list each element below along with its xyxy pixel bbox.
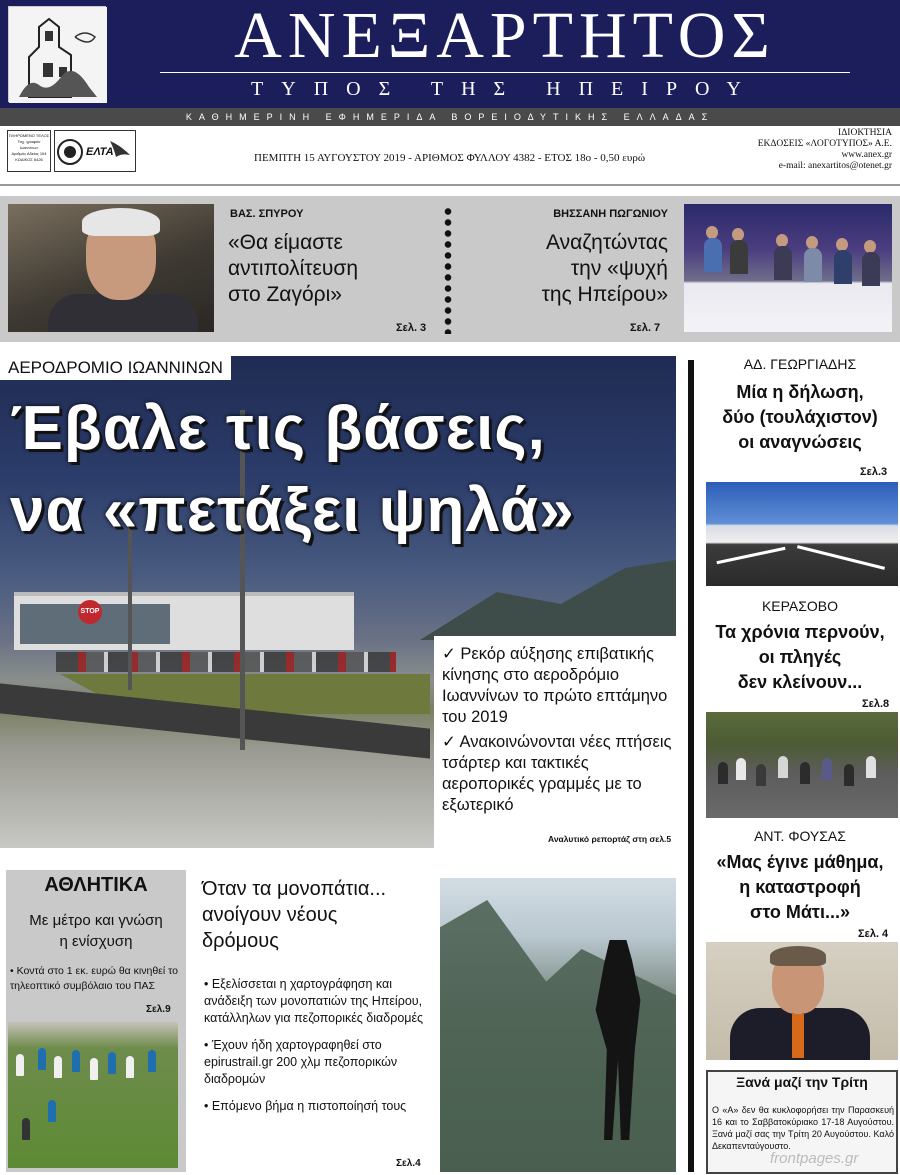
crowd-person (756, 764, 766, 786)
teaser-1-title-line: αντιπολίτευση (228, 257, 359, 280)
main-headline-line: να «πετάξει ψηλά» (10, 476, 575, 545)
player (90, 1058, 98, 1080)
player (148, 1050, 156, 1072)
sidebar-1-title[interactable] (700, 380, 900, 455)
email-link[interactable]: e-mail: anexartitos@otenet.gr (778, 161, 892, 171)
issue-info: ΠΕΜΠΤΗ 15 ΑΥΓΟΥΣΤΟΥ 2019 - ΑΡΙΘΜΟΣ ΦΥΛΛΟΥ 4382 - ΕΤΟΣ 18ο - 0,50 ευρώ (254, 152, 646, 164)
info-rule (0, 184, 900, 186)
crowd-person (736, 758, 746, 780)
crowd-person (844, 764, 854, 786)
sports-title: ΑΘΛΗΤΙΚΑ (44, 874, 148, 896)
sports-subtitle[interactable] (6, 910, 186, 952)
sidebar-1-kicker: ΑΔ. ΓΕΩΡΓΙΑΔΗΣ (743, 356, 857, 372)
sidebar-1-title-line: δύο (τουλάχιστον) (722, 407, 878, 427)
sidebar-2-title-line: οι πληγές (758, 647, 842, 667)
stop-sign-icon: STOP (78, 600, 102, 624)
main-headline[interactable] (10, 388, 670, 552)
postage-line: Ιωαννίνων (19, 145, 39, 150)
main-more-link[interactable]: Αναλυτικό ρεπορτάζ στη σελ.5 (548, 834, 672, 844)
teaser-2-title-line: Αναζητώντας (546, 231, 668, 254)
trails-bullets (204, 976, 436, 1125)
road-marking (797, 545, 885, 570)
panel-member (774, 246, 792, 280)
player (22, 1118, 30, 1140)
notice-body: Ο «Α» δεν θα κυκλοφορήσει την Παρασκευή 16 και το Σαββατοκύριακο 17-18 Αυγούστου. Ξανά μαζί σας την Τρίτη 20 Αυγούστου. Καλό Δεκαπενταύγουστο. (712, 1105, 894, 1151)
main-bullets (434, 636, 676, 848)
teaser-2-page-ref: Σελ. 7 (630, 322, 661, 334)
elta-label: ΕΛΤΑ (86, 146, 114, 158)
teaser-2-title-line: της Ηπείρου» (541, 283, 668, 306)
newspaper-subtitle: ΤΥΠΟΣ ΤΗΣ ΗΠΕΙΡΟΥ (251, 78, 759, 100)
trails-title[interactable] (202, 876, 436, 954)
panel-member (804, 248, 822, 282)
road-marking (716, 547, 785, 564)
sidebar-3-title-line: «Μας έγινε μάθημα, (716, 852, 884, 872)
main-kicker: ΑΕΡΟΔΡΟΜΙΟ ΙΩΑΝΝΙΝΩΝ (0, 356, 231, 380)
website-link[interactable]: www.anex.gr (841, 150, 892, 160)
sports-subtitle-line: Με μέτρο και γνώση (29, 912, 163, 929)
sidebar-2-title-line: Τα χρόνια περνούν, (715, 622, 885, 642)
player (126, 1056, 134, 1078)
person-hair (770, 946, 826, 966)
postage-line: Αριθμός Αδείας 104 (11, 151, 47, 156)
sidebar-3-title-line: στο Μάτι...» (750, 902, 850, 922)
newspaper-logo-icon (8, 6, 106, 102)
sidebar-1-title-line: οι αναγνώσεις (738, 432, 862, 452)
crowd-person (778, 756, 788, 778)
sidebar-3-title[interactable] (700, 850, 900, 925)
trails-page-ref: Σελ.4 (396, 1158, 421, 1169)
sidebar-1-page-ref: Σελ.3 (860, 466, 888, 478)
tagline-bar: ΚΑΘΗΜΕΡΙΝΗ ΕΦΗΜΕΡΙΔΑ ΒΟΡΕΙΟΔΥΤΙΚΗΣ ΕΛΛΑΔΑΣ (0, 108, 900, 126)
sidebar-3-title-line: η καταστροφή (739, 877, 861, 897)
player (48, 1100, 56, 1122)
teaser-1-title-line: «Θα είμαστε (228, 231, 343, 254)
crowd-person (822, 758, 832, 780)
sidebar-2-page-ref: Σελ.8 (862, 698, 890, 710)
crowd-person (866, 756, 876, 778)
teaser-1-page-ref: Σελ. 3 (396, 322, 427, 334)
sidebar-3-photo (706, 942, 898, 1060)
watermark: frontpages.gr (770, 1150, 859, 1167)
sports-subtitle-line: η ενίσχυση (59, 933, 133, 950)
teaser-1-title[interactable] (228, 230, 438, 308)
column-divider (688, 360, 694, 1172)
teaser-2-title[interactable] (460, 230, 668, 308)
owner-label: ΙΔΙΟΚΤΗΣΙΑ (838, 128, 892, 138)
postage-box (7, 130, 51, 172)
trails-bullet: • Έχουν ήδη χαρτογραφηθεί στο epirustrail.gr 200 χλμ πεζοπορικών διαδρομών (204, 1038, 398, 1086)
sports-photo (8, 1022, 178, 1168)
teaser-2-title-line: την «ψυχή (570, 257, 668, 280)
panel-member (730, 240, 748, 274)
main-bullet: ✓ Ρεκόρ αύξησης επιβατικής κίνησης στο αεροδρόμιο Ιωαννίνων το πρώτο επτάμηνο του 2019 (442, 645, 668, 726)
newspaper-name: ΑΝΕΞΑΡΤΗΤΟΣ (234, 0, 776, 72)
player (16, 1054, 24, 1076)
postage-line: Ταχ. γραφείο (17, 139, 41, 144)
player (72, 1050, 80, 1072)
main-bullet: ✓ Ανακοινώνονται νέες πτήσεις τσάρτερ και τακτικές αεροπορικές γραμμές με το εξωτερικό (442, 733, 672, 814)
notice-title: Ξανά μαζί την Τρίτη (736, 1074, 868, 1090)
owner-info (730, 128, 892, 172)
teaser-1-photo (8, 204, 214, 332)
teaser-2-photo (684, 204, 892, 332)
main-headline-line: Έβαλε τις βάσεις, (10, 394, 546, 463)
sidebar-2-kicker: ΚΕΡΑΣΟΒΟ (761, 598, 839, 614)
crowd-person (800, 762, 810, 784)
trails-bullet: • Επόμενο βήμα η πιστοποίησή τους (204, 1099, 407, 1113)
owner-name: ΕΚΔΟΣΕΙΣ «ΛΟΓΟΤΥΠΟΣ» Α.Ε. (757, 139, 892, 149)
sidebar-2-title[interactable] (700, 620, 900, 695)
trails-title-line: δρόμους (202, 930, 279, 952)
sidebar-2-title-line: δεν κλείνουν... (737, 672, 863, 692)
trails-title-line: Όταν τα μονοπάτια... (202, 878, 387, 900)
sidebar-1-photo (706, 482, 898, 586)
sports-page-ref: Σελ.9 (146, 1004, 171, 1015)
person-hair (82, 208, 160, 236)
trails-title-line: ανοίγουν νέους (202, 904, 338, 926)
postage-line: ΚΩΔΙΚΟΣ 6426 (15, 157, 43, 162)
postage-line: ΠΛΗΡΩΜΕΝΟ ΤΕΛΟΣ (8, 133, 50, 138)
teaser-dot-divider (444, 206, 452, 334)
sidebar-2-photo (706, 712, 898, 818)
player (108, 1052, 116, 1074)
panel-member (704, 238, 722, 272)
sidebar-1-title-line: Μία η δήλωση, (736, 382, 864, 402)
sidebar-3-kicker: ΑΝΤ. ΦΟΥΣΑΣ (754, 828, 846, 844)
player (38, 1048, 46, 1070)
panel-member (862, 252, 880, 286)
teaser-2-kicker: ΒΗΣΣΑΝΗ ΠΩΓΩΝΙΟΥ (553, 208, 668, 220)
trails-bullet: • Εξελίσσεται η χαρτογράφηση και ανάδειξη των μονοπατιών της Ηπείρου, κατάλληλων για πεζοπορικές διαδρομές (204, 977, 424, 1025)
person-tie (792, 1014, 804, 1058)
crowd-person (718, 762, 728, 784)
masthead-rule (160, 72, 850, 73)
photo-parked-cars (56, 652, 396, 672)
player (54, 1056, 62, 1078)
sports-bullet: • Κοντά στο 1 εκ. ευρώ θα κινηθεί το τηλεοπτικό συμβόλαιο του ΠΑΣ (10, 965, 178, 992)
sidebar-3-page-ref: Σελ. 4 (858, 928, 889, 940)
teaser-1-kicker: ΒΑΣ. ΣΠΥΡΟΥ (230, 208, 304, 220)
teaser-1-title-line: στο Ζαγόρι» (228, 283, 342, 306)
panel-member (834, 250, 852, 284)
